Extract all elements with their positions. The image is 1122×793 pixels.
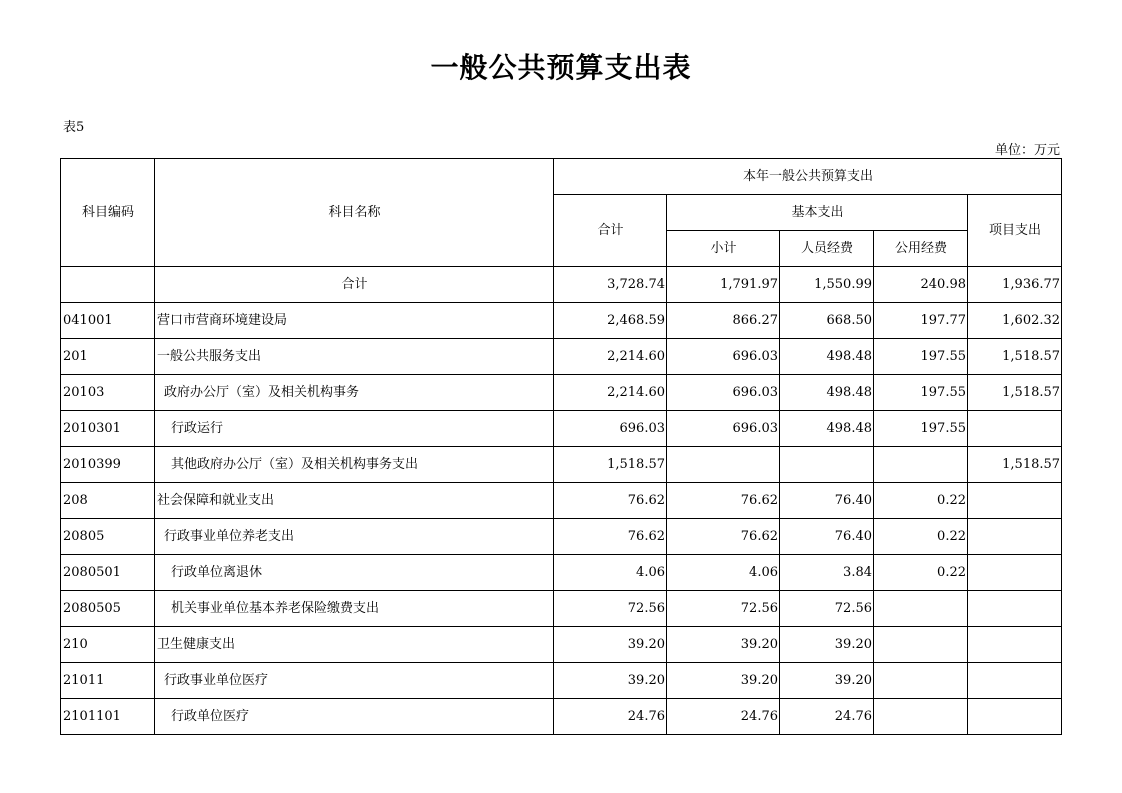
table-row bbox=[61, 699, 1062, 735]
table-row bbox=[61, 627, 1062, 663]
cell-personnel: 498.48 bbox=[780, 375, 874, 411]
cell-public: 0.22 bbox=[874, 519, 968, 555]
cell-public bbox=[874, 699, 968, 735]
cell-project: 1,518.57 bbox=[968, 447, 1062, 483]
cell-code: 2010399 bbox=[61, 447, 155, 483]
cell-personnel: 498.48 bbox=[780, 339, 874, 375]
cell-project bbox=[968, 483, 1062, 519]
cell-subtotal: 4.06 bbox=[667, 555, 780, 591]
table-row bbox=[61, 447, 1062, 483]
cell-name: 卫生健康支出 bbox=[155, 627, 554, 663]
header-public: 公用经费 bbox=[874, 231, 968, 267]
table-row bbox=[61, 303, 1062, 339]
budget-table bbox=[60, 158, 1062, 735]
cell-total: 72.56 bbox=[554, 591, 667, 627]
cell-name: 行政事业单位养老支出 bbox=[155, 519, 554, 555]
cell-project bbox=[968, 519, 1062, 555]
cell-project bbox=[968, 411, 1062, 447]
cell-code: 210 bbox=[61, 627, 155, 663]
header-personnel: 人员经费 bbox=[780, 231, 874, 267]
total-row bbox=[61, 267, 1062, 303]
header-project: 项目支出 bbox=[968, 195, 1062, 267]
cell-subtotal: 866.27 bbox=[667, 303, 780, 339]
total-row-code bbox=[61, 267, 155, 303]
header-code: 科目编码 bbox=[61, 159, 155, 267]
cell-subtotal: 76.62 bbox=[667, 483, 780, 519]
cell-total: 76.62 bbox=[554, 483, 667, 519]
total-row-total: 3,728.74 bbox=[554, 267, 667, 303]
table-row bbox=[61, 663, 1062, 699]
table-number-label: 表5 bbox=[63, 120, 85, 135]
cell-personnel: 76.40 bbox=[780, 483, 874, 519]
cell-public bbox=[874, 591, 968, 627]
cell-public bbox=[874, 447, 968, 483]
cell-code: 2080505 bbox=[61, 591, 155, 627]
cell-project bbox=[968, 663, 1062, 699]
header-basic: 基本支出 bbox=[667, 195, 968, 231]
cell-personnel: 76.40 bbox=[780, 519, 874, 555]
table-row bbox=[61, 555, 1062, 591]
cell-subtotal: 24.76 bbox=[667, 699, 780, 735]
cell-public: 197.55 bbox=[874, 339, 968, 375]
cell-total: 1,518.57 bbox=[554, 447, 667, 483]
header-name: 科目名称 bbox=[155, 159, 554, 267]
cell-personnel: 39.20 bbox=[780, 627, 874, 663]
cell-code: 041001 bbox=[61, 303, 155, 339]
table-row bbox=[61, 483, 1062, 519]
cell-public: 0.22 bbox=[874, 483, 968, 519]
cell-subtotal: 39.20 bbox=[667, 627, 780, 663]
cell-code: 208 bbox=[61, 483, 155, 519]
cell-project: 1,602.32 bbox=[968, 303, 1062, 339]
cell-name: 行政事业单位医疗 bbox=[155, 663, 554, 699]
cell-name: 行政运行 bbox=[155, 411, 554, 447]
header-total: 合计 bbox=[554, 195, 667, 267]
cell-public: 197.77 bbox=[874, 303, 968, 339]
cell-name: 营口市营商环境建设局 bbox=[155, 303, 554, 339]
table-row bbox=[61, 591, 1062, 627]
cell-code: 201 bbox=[61, 339, 155, 375]
unit-label: 单位：万元 bbox=[994, 143, 1060, 158]
cell-total: 696.03 bbox=[554, 411, 667, 447]
total-row-personnel: 1,550.99 bbox=[780, 267, 874, 303]
cell-name: 社会保障和就业支出 bbox=[155, 483, 554, 519]
table-body bbox=[61, 267, 1062, 735]
total-row-label: 合计 bbox=[155, 267, 554, 303]
cell-subtotal: 72.56 bbox=[667, 591, 780, 627]
cell-public bbox=[874, 627, 968, 663]
cell-total: 2,468.59 bbox=[554, 303, 667, 339]
cell-name: 政府办公厅（室）及相关机构事务 bbox=[155, 375, 554, 411]
table-row bbox=[61, 411, 1062, 447]
cell-project bbox=[968, 591, 1062, 627]
cell-code: 2010301 bbox=[61, 411, 155, 447]
cell-subtotal: 696.03 bbox=[667, 375, 780, 411]
cell-project: 1,518.57 bbox=[968, 339, 1062, 375]
cell-total: 2,214.60 bbox=[554, 339, 667, 375]
cell-project bbox=[968, 555, 1062, 591]
cell-subtotal: 696.03 bbox=[667, 411, 780, 447]
cell-subtotal bbox=[667, 447, 780, 483]
page-title: 一般公共预算支出表 bbox=[430, 51, 692, 84]
cell-subtotal: 696.03 bbox=[667, 339, 780, 375]
cell-personnel: 668.50 bbox=[780, 303, 874, 339]
cell-name: 机关事业单位基本养老保险缴费支出 bbox=[155, 591, 554, 627]
cell-public bbox=[874, 663, 968, 699]
cell-project bbox=[968, 699, 1062, 735]
cell-total: 39.20 bbox=[554, 627, 667, 663]
cell-code: 20103 bbox=[61, 375, 155, 411]
cell-code: 20805 bbox=[61, 519, 155, 555]
cell-total: 2,214.60 bbox=[554, 375, 667, 411]
total-row-public: 240.98 bbox=[874, 267, 968, 303]
cell-personnel: 39.20 bbox=[780, 663, 874, 699]
cell-subtotal: 76.62 bbox=[667, 519, 780, 555]
cell-code: 2080501 bbox=[61, 555, 155, 591]
total-row-project: 1,936.77 bbox=[968, 267, 1062, 303]
cell-code: 21011 bbox=[61, 663, 155, 699]
cell-personnel bbox=[780, 447, 874, 483]
cell-personnel: 498.48 bbox=[780, 411, 874, 447]
cell-public: 197.55 bbox=[874, 411, 968, 447]
cell-total: 24.76 bbox=[554, 699, 667, 735]
cell-name: 其他政府办公厅（室）及相关机构事务支出 bbox=[155, 447, 554, 483]
header-group: 本年一般公共预算支出 bbox=[554, 159, 1062, 195]
cell-personnel: 24.76 bbox=[780, 699, 874, 735]
cell-personnel: 3.84 bbox=[780, 555, 874, 591]
cell-subtotal: 39.20 bbox=[667, 663, 780, 699]
table-row bbox=[61, 519, 1062, 555]
table-header bbox=[61, 159, 1062, 267]
total-row-subtotal: 1,791.97 bbox=[667, 267, 780, 303]
cell-personnel: 72.56 bbox=[780, 591, 874, 627]
cell-public: 197.55 bbox=[874, 375, 968, 411]
cell-project: 1,518.57 bbox=[968, 375, 1062, 411]
cell-name: 行政单位医疗 bbox=[155, 699, 554, 735]
table-row bbox=[61, 375, 1062, 411]
cell-public: 0.22 bbox=[874, 555, 968, 591]
cell-code: 2101101 bbox=[61, 699, 155, 735]
header-subtotal: 小计 bbox=[667, 231, 780, 267]
cell-name: 行政单位离退休 bbox=[155, 555, 554, 591]
cell-total: 39.20 bbox=[554, 663, 667, 699]
cell-name: 一般公共服务支出 bbox=[155, 339, 554, 375]
cell-total: 76.62 bbox=[554, 519, 667, 555]
table-row bbox=[61, 339, 1062, 375]
cell-total: 4.06 bbox=[554, 555, 667, 591]
cell-project bbox=[968, 627, 1062, 663]
